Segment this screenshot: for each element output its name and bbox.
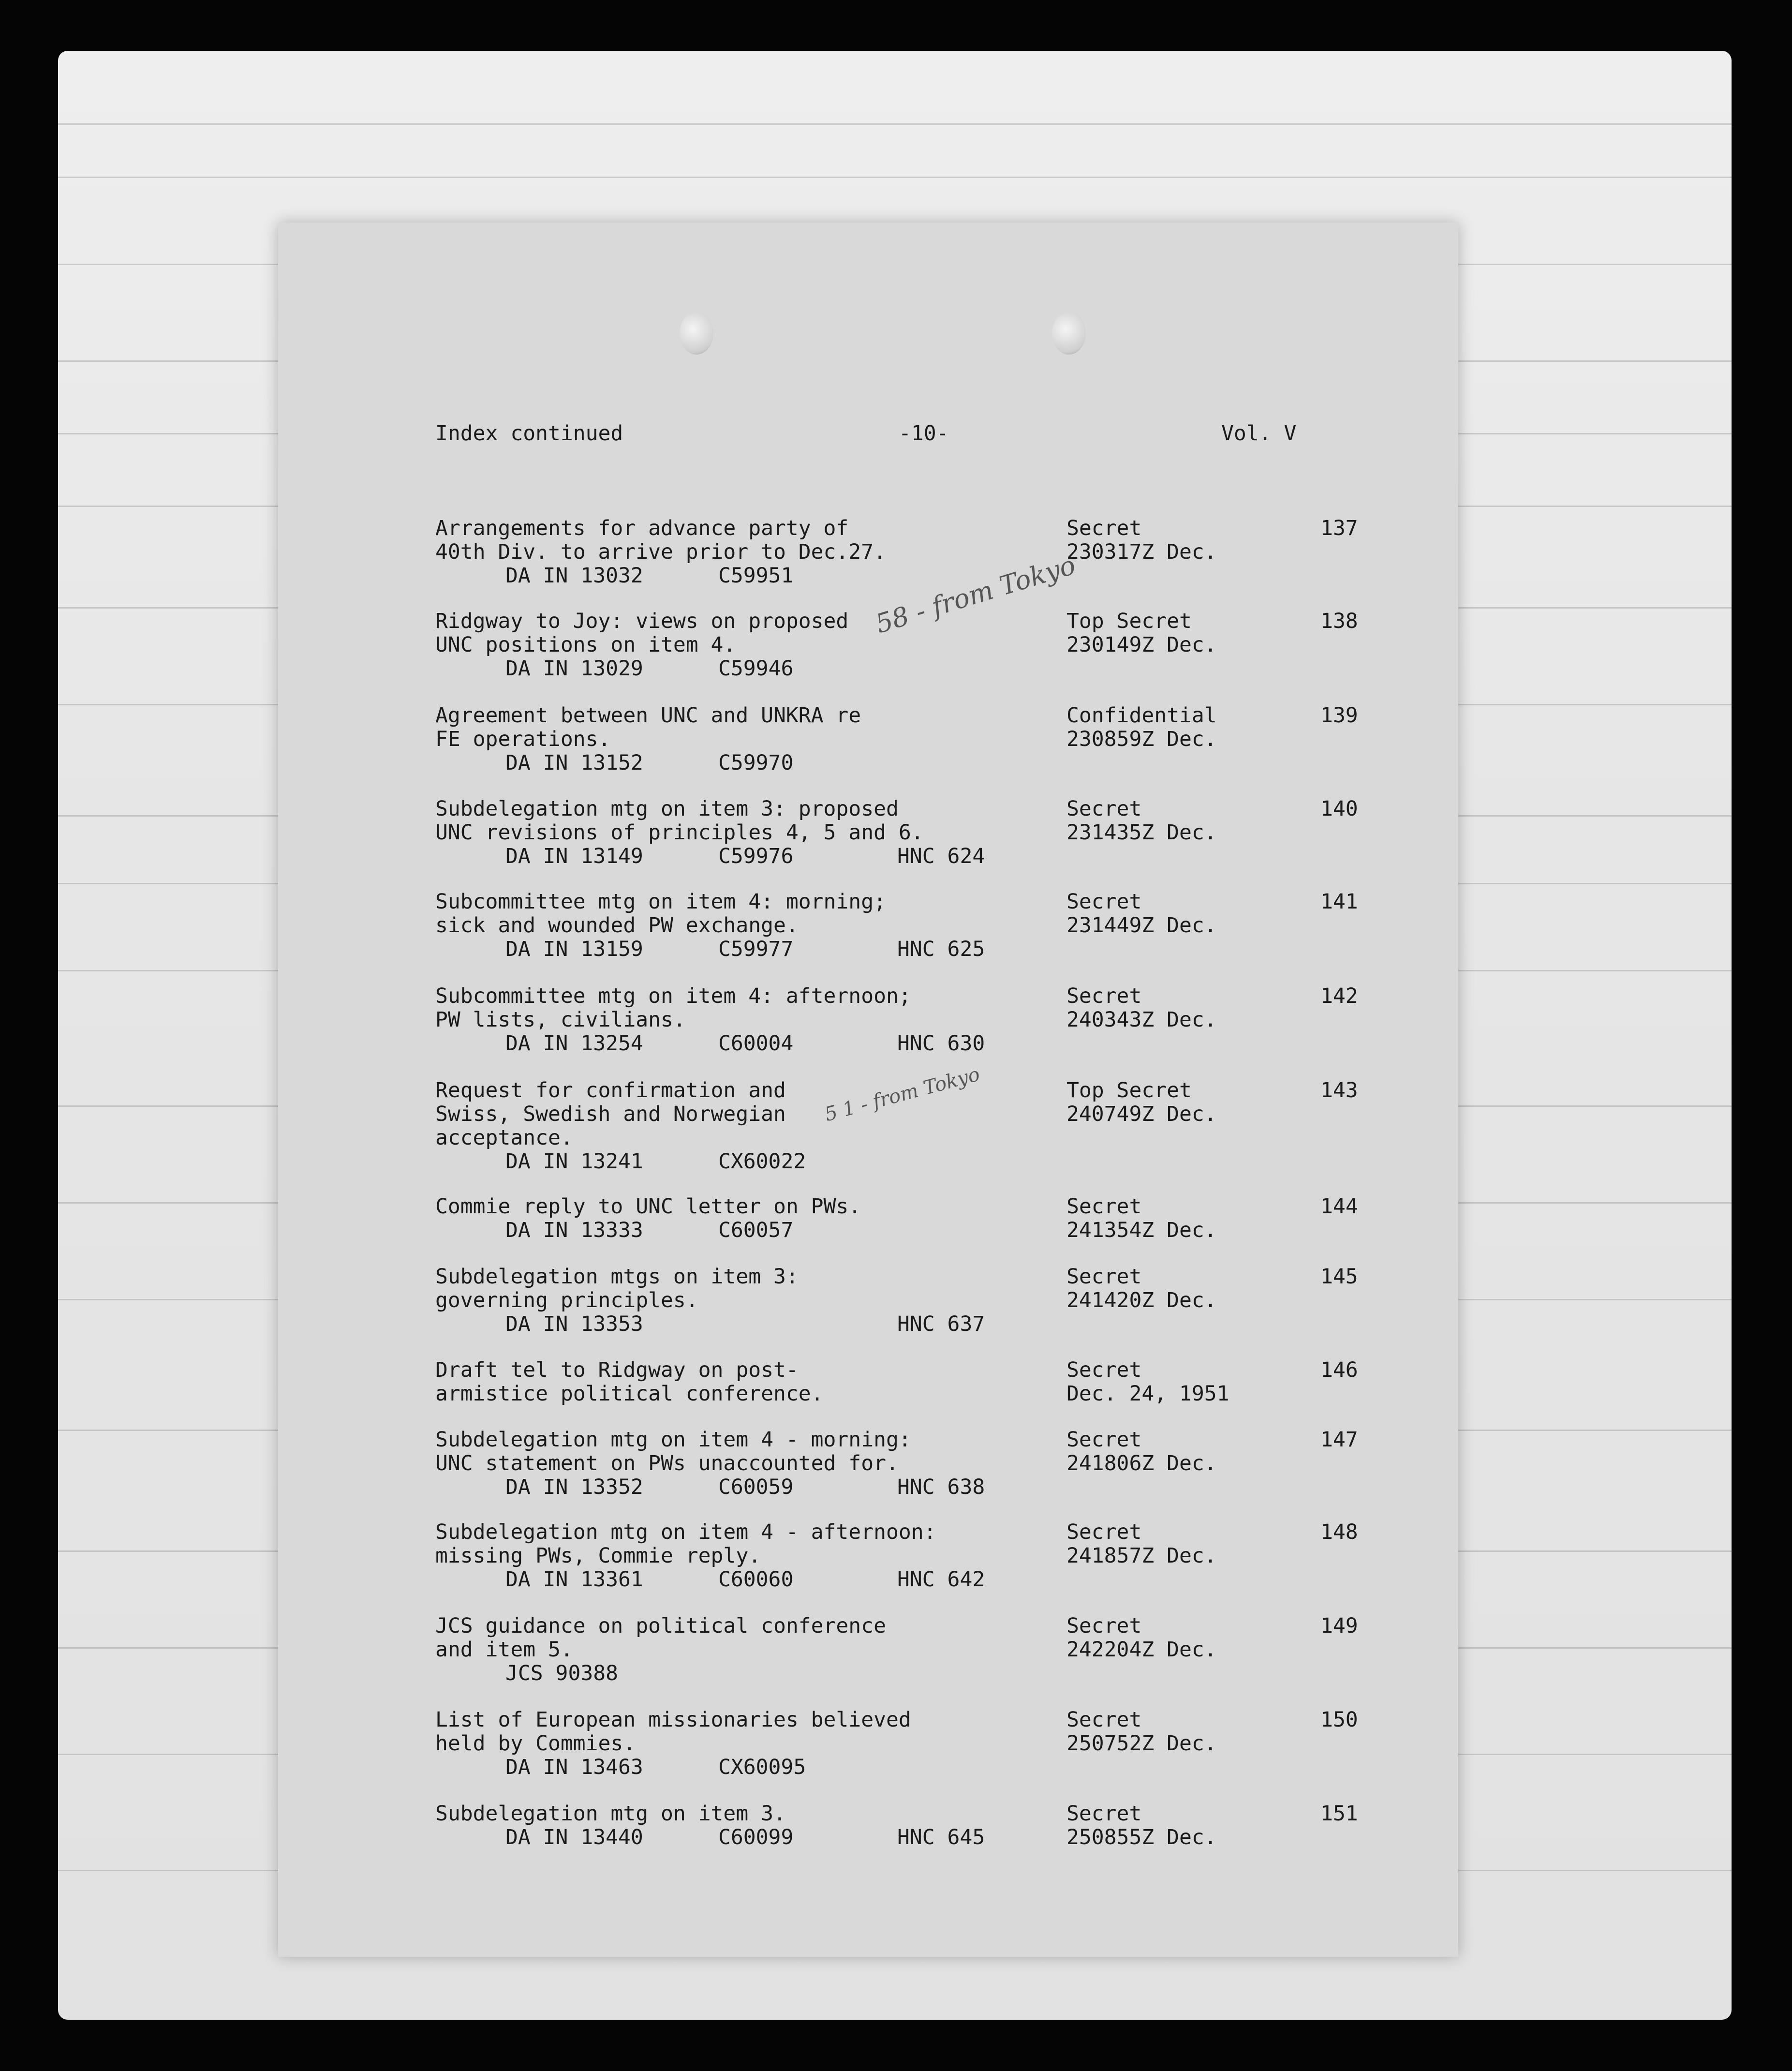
entry-reference: C60059 bbox=[718, 1475, 794, 1499]
entry-description-line: Agreement between UNC and UNKRA re bbox=[435, 703, 861, 728]
entry-description-line: governing principles. bbox=[435, 1288, 698, 1312]
header-left: Index continued bbox=[435, 421, 623, 446]
entry-dtg: 230317Z Dec. bbox=[1066, 540, 1217, 564]
entry-reference: DA IN 13352 bbox=[505, 1475, 643, 1499]
entry-dtg: 242204Z Dec. bbox=[1066, 1638, 1217, 1662]
entry-reference: JCS 90388 bbox=[505, 1661, 618, 1685]
entry-reference: DA IN 13440 bbox=[505, 1825, 643, 1849]
entry-number: 142 bbox=[1320, 984, 1358, 1008]
entry-description-line: Commie reply to UNC letter on PWs. bbox=[435, 1194, 861, 1219]
entry-reference: C59951 bbox=[718, 564, 794, 588]
entry-number: 138 bbox=[1320, 609, 1358, 633]
entry-reference: HNC 625 bbox=[897, 937, 985, 961]
entry-description-line: armistice political conference. bbox=[435, 1382, 824, 1406]
entry-reference: DA IN 13152 bbox=[505, 751, 643, 775]
entry-number: 147 bbox=[1320, 1428, 1358, 1452]
entry-description-line: sick and wounded PW exchange. bbox=[435, 913, 799, 938]
entry-reference: HNC 637 bbox=[897, 1312, 985, 1336]
entry-description-line: JCS guidance on political conference bbox=[435, 1614, 886, 1638]
entry-description-line: 40th Div. to arrive prior to Dec.27. bbox=[435, 540, 886, 564]
entry-number: 149 bbox=[1320, 1614, 1358, 1638]
entry-reference: DA IN 13029 bbox=[505, 656, 643, 681]
entry-classification: Secret bbox=[1066, 890, 1142, 914]
entry-classification: Secret bbox=[1066, 797, 1142, 821]
entry-number: 145 bbox=[1320, 1265, 1358, 1289]
entry-description-line: held by Commies. bbox=[435, 1731, 636, 1756]
entry-reference: CX60022 bbox=[718, 1149, 806, 1174]
entry-reference: DA IN 13241 bbox=[505, 1149, 643, 1174]
entry-dtg: 241857Z Dec. bbox=[1066, 1544, 1217, 1568]
handwritten-note: 58 - from Tokyo bbox=[872, 550, 1079, 640]
entry-classification: Secret bbox=[1066, 1520, 1142, 1544]
entry-reference: HNC 642 bbox=[897, 1567, 985, 1592]
entry-number: 150 bbox=[1320, 1708, 1358, 1732]
entry-reference: HNC 638 bbox=[897, 1475, 985, 1499]
entry-description-line: Subcommittee mtg on item 4: afternoon; bbox=[435, 984, 911, 1008]
entry-number: 148 bbox=[1320, 1520, 1358, 1544]
entry-reference: C59977 bbox=[718, 937, 794, 961]
entry-number: 146 bbox=[1320, 1358, 1358, 1382]
entry-number: 143 bbox=[1320, 1078, 1358, 1103]
entry-description-line: Subdelegation mtg on item 4 - morning: bbox=[435, 1428, 911, 1452]
entry-description-line: Subdelegation mtg on item 4 - afternoon: bbox=[435, 1520, 936, 1544]
entry-classification: Secret bbox=[1066, 1614, 1142, 1638]
entry-description-line: UNC revisions of principles 4, 5 and 6. bbox=[435, 820, 924, 845]
entry-reference: DA IN 13361 bbox=[505, 1567, 643, 1592]
entry-reference: HNC 645 bbox=[897, 1825, 985, 1849]
entry-reference: DA IN 13463 bbox=[505, 1755, 643, 1779]
entry-reference: C60060 bbox=[718, 1567, 794, 1592]
entry-reference: DA IN 13254 bbox=[505, 1031, 643, 1056]
entry-number: 137 bbox=[1320, 516, 1358, 540]
entry-description-line: List of European missionaries believed bbox=[435, 1708, 911, 1732]
volume-label: Vol. V bbox=[1221, 421, 1297, 446]
entry-reference: C60004 bbox=[718, 1031, 794, 1056]
entry-dtg: 231435Z Dec. bbox=[1066, 820, 1217, 845]
entry-reference: HNC 630 bbox=[897, 1031, 985, 1056]
entry-description-line: Arrangements for advance party of bbox=[435, 516, 849, 540]
entry-description-line: Subdelegation mtg on item 3: proposed bbox=[435, 797, 899, 821]
entry-classification: Top Secret bbox=[1066, 1078, 1192, 1103]
entry-dtg: 241354Z Dec. bbox=[1066, 1218, 1217, 1242]
entry-reference: C59946 bbox=[718, 656, 794, 681]
entry-classification: Secret bbox=[1066, 1194, 1142, 1219]
entry-classification: Confidential bbox=[1066, 703, 1217, 728]
entry-dtg: 241420Z Dec. bbox=[1066, 1288, 1217, 1312]
entry-description-line: Swiss, Swedish and Norwegian bbox=[435, 1102, 786, 1126]
entry-classification: Secret bbox=[1066, 1358, 1142, 1382]
entry-reference: C60057 bbox=[718, 1218, 794, 1242]
entry-reference: HNC 624 bbox=[897, 844, 985, 868]
entry-classification: Secret bbox=[1066, 1802, 1142, 1826]
entry-classification: Secret bbox=[1066, 1428, 1142, 1452]
entry-dtg: 250752Z Dec. bbox=[1066, 1731, 1217, 1756]
entry-number: 141 bbox=[1320, 890, 1358, 914]
entry-classification: Secret bbox=[1066, 1265, 1142, 1289]
entry-dtg: 250855Z Dec. bbox=[1066, 1825, 1217, 1849]
entry-description-line: acceptance. bbox=[435, 1126, 573, 1150]
entry-classification: Secret bbox=[1066, 516, 1142, 540]
entry-classification: Secret bbox=[1066, 1708, 1142, 1732]
entry-description-line: Draft tel to Ridgway on post- bbox=[435, 1358, 799, 1382]
entry-dtg: 230859Z Dec. bbox=[1066, 727, 1217, 751]
entry-description-line: Subdelegation mtg on item 3. bbox=[435, 1802, 786, 1826]
entry-reference: DA IN 13149 bbox=[505, 844, 643, 868]
entry-description-line: Subdelegation mtgs on item 3: bbox=[435, 1265, 799, 1289]
entry-reference: C60099 bbox=[718, 1825, 794, 1849]
entry-reference: CX60095 bbox=[718, 1755, 806, 1779]
handwritten-note: 5 1 - from Tokyo bbox=[822, 1063, 982, 1126]
entry-dtg: 240343Z Dec. bbox=[1066, 1008, 1217, 1032]
entry-classification: Secret bbox=[1066, 984, 1142, 1008]
entry-description-line: Ridgway to Joy: views on proposed bbox=[435, 609, 849, 633]
entry-reference: DA IN 13353 bbox=[505, 1312, 643, 1336]
entry-dtg: 240749Z Dec. bbox=[1066, 1102, 1217, 1126]
entry-dtg: 230149Z Dec. bbox=[1066, 633, 1217, 657]
entry-dtg: 231449Z Dec. bbox=[1066, 913, 1217, 938]
entry-description-line: missing PWs, Commie reply. bbox=[435, 1544, 761, 1568]
entry-reference: DA IN 13159 bbox=[505, 937, 643, 961]
entry-number: 140 bbox=[1320, 797, 1358, 821]
entry-reference: C59970 bbox=[718, 751, 794, 775]
entry-description-line: UNC positions on item 4. bbox=[435, 633, 736, 657]
entry-description-line: FE operations. bbox=[435, 727, 611, 751]
entry-description-line: UNC statement on PWs unaccounted for. bbox=[435, 1451, 899, 1475]
entry-dtg: Dec. 24, 1951 bbox=[1066, 1382, 1229, 1406]
entry-reference: DA IN 13032 bbox=[505, 564, 643, 588]
entry-number: 139 bbox=[1320, 703, 1358, 728]
entry-description-line: Subcommittee mtg on item 4: morning; bbox=[435, 890, 886, 914]
entry-reference: C59976 bbox=[718, 844, 794, 868]
entry-description-line: Request for confirmation and bbox=[435, 1078, 786, 1103]
entry-number: 144 bbox=[1320, 1194, 1358, 1219]
entry-reference: DA IN 13333 bbox=[505, 1218, 643, 1242]
page-number: -10- bbox=[899, 421, 949, 446]
entry-description-line: PW lists, civilians. bbox=[435, 1008, 686, 1032]
entry-description-line: and item 5. bbox=[435, 1638, 573, 1662]
entry-classification: Top Secret bbox=[1066, 609, 1192, 633]
entry-number: 151 bbox=[1320, 1802, 1358, 1826]
entry-dtg: 241806Z Dec. bbox=[1066, 1451, 1217, 1475]
